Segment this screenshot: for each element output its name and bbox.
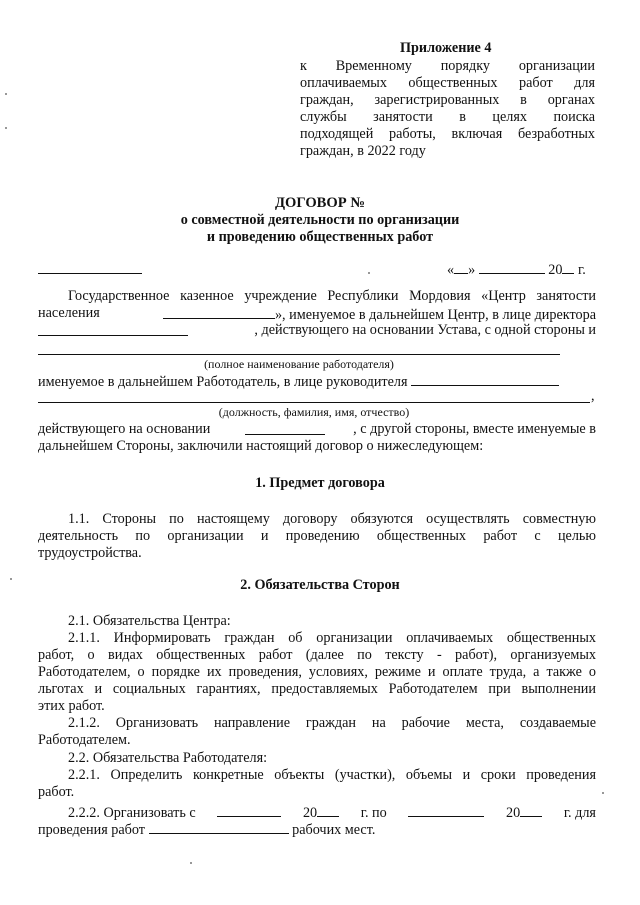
clause-text: г. для — [563, 805, 596, 821]
date-year: 20 — [548, 262, 563, 278]
clause-2-2: 2.2. Обязательства Работодателя: — [68, 750, 268, 766]
date-suffix: г. — [578, 262, 586, 278]
director-name-blank — [38, 322, 188, 336]
position-name-caption: (должность, фамилия, имя, отчество) — [218, 405, 410, 419]
date-year-blank — [562, 260, 574, 274]
paragraph-line: льготах и социальных гарантиях, предоставляемых Работодателем при выполнении — [38, 681, 596, 697]
paragraph-line: трудоустройства. — [38, 545, 142, 561]
center-city-blank — [163, 305, 275, 319]
clause-text: рабочих мест. — [292, 822, 376, 838]
date-quote-open: « — [447, 262, 455, 278]
position-name-blank — [38, 402, 590, 403]
employer-name-blank — [38, 354, 560, 355]
scan-speck — [368, 272, 370, 274]
appendix-line: граждан, в 2022 году — [300, 143, 426, 159]
clause-2-1-2 — [38, 715, 596, 749]
scan-speck — [10, 578, 12, 580]
employer-name-caption: (полное наименование работодателя) — [204, 357, 394, 371]
clause-text: 20 — [506, 805, 521, 821]
preamble-line6 — [38, 421, 596, 438]
appendix-line: граждан, зарегистрированных в органах — [300, 92, 595, 108]
appendix-line: службы занятости в целях поиска — [300, 109, 595, 125]
preamble-text: , действующего на основании Устава, с одной стороны и — [254, 322, 596, 338]
scan-speck — [5, 127, 7, 129]
paragraph-line: Работодателем, о порядке их проведения, условиях, режиме и оплате труда, а также о — [38, 664, 596, 680]
clause-2-1-1 — [38, 630, 596, 715]
paragraph-line: 2.1.2. Организовать направление граждан на рабочие места, создаваемые — [68, 715, 596, 731]
preamble-text: », именуемое в дальнейшем Центр, в лице директора — [274, 307, 596, 323]
start-year-blank — [317, 803, 339, 817]
date-line — [447, 260, 586, 279]
job-count-blank — [149, 820, 289, 834]
contract-subtitle: о совместной деятельности по организации — [180, 212, 460, 228]
end-year-blank — [520, 803, 542, 817]
appendix-line: оплачиваемых общественных работ для — [300, 75, 595, 91]
preamble-line1: Государственное казенное учреждение Республики Мордовия «Центр занятости — [68, 288, 596, 304]
clause-text: проведения работ — [38, 822, 145, 838]
preamble-text: именуемое в дальнейшем Работодатель, в лице руководителя — [38, 374, 408, 390]
clause-2-2-1 — [38, 767, 596, 801]
paragraph-line: этих работ. — [38, 698, 105, 714]
clause-2-1: 2.1. Обязательства Центра: — [68, 613, 231, 629]
clause-text: г. по — [360, 805, 387, 821]
appendix-text — [300, 58, 595, 160]
paragraph-line: деятельность по организации и проведению общественных работ с целью — [38, 528, 596, 544]
paragraph-line: 2.1.1. Информировать граждан об организации оплачиваемых общественных — [68, 630, 596, 646]
clause-2-2-2-line2 — [38, 820, 375, 839]
contract-title: ДОГОВОР № — [275, 195, 365, 211]
appendix-line: к Временному порядку организации — [300, 58, 595, 74]
scan-speck — [602, 792, 604, 794]
appendix-title: Приложение 4 — [400, 40, 492, 56]
clause-text: 20 — [302, 805, 318, 821]
start-date-blank — [217, 803, 281, 817]
employer-head-blank — [411, 372, 559, 386]
section2-title: 2. Обязательства Сторон — [240, 577, 400, 593]
preamble-text: действующего на основании — [38, 421, 211, 437]
comma: , — [591, 388, 595, 404]
scan-speck — [190, 862, 192, 864]
scan-speck — [5, 93, 7, 95]
paragraph-line: работ. — [38, 784, 75, 800]
paragraph-line: Работодателем. — [38, 732, 131, 748]
paragraph-line: 1.1. Стороны по настоящему договору обязуются осуществлять совместную — [68, 511, 596, 527]
preamble-line4 — [38, 372, 559, 391]
date-day-blank — [454, 260, 468, 274]
section1-title: 1. Предмет договора — [255, 475, 385, 491]
paragraph-line: 2.2.1. Определить конкретные объекты (участки), объемы и сроки проведения — [68, 767, 596, 783]
preamble-text: , с другой стороны, вместе именуемые в — [353, 421, 596, 437]
basis-document-blank — [245, 421, 325, 435]
place-blank — [38, 273, 142, 274]
paragraph-line: работ, о видах общественных работ (далее по тексту - работ), организуемых — [38, 647, 596, 663]
preamble-line7: дальнейшем Стороны, заключили настоящий договор о нижеследующем: — [38, 438, 484, 454]
end-date-blank — [408, 803, 484, 817]
section1-paragraph — [38, 511, 596, 562]
appendix-line: подходящей работы, включая безработных — [300, 126, 595, 142]
clause-text: 2.2.2. Организовать с — [68, 805, 196, 821]
preamble-line3 — [38, 322, 596, 339]
preamble-text: населения — [38, 305, 100, 321]
date-month-blank — [479, 260, 545, 274]
contract-subtitle: и проведению общественных работ — [206, 229, 434, 245]
date-quote-close: » — [468, 262, 476, 278]
